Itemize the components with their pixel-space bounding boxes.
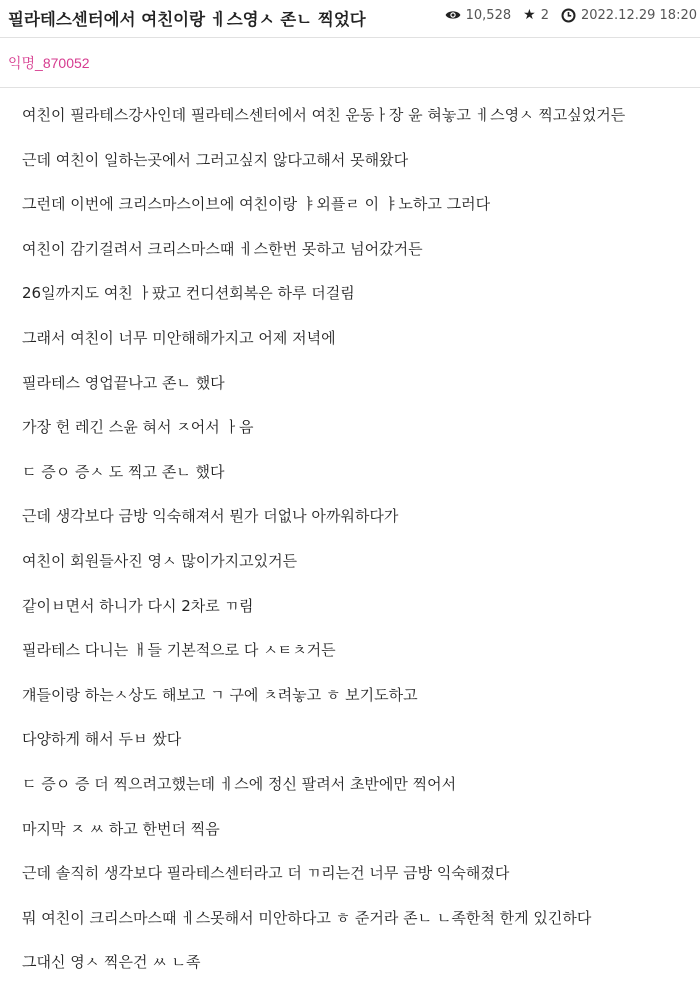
post-body [0, 104, 700, 973]
post-paragraph: 여친이 필라테스강사인데 필라테스센터에서 여친 운동ㅏ장 윤 혀놓고 ㅔ스영ㅅ 찍고싶었거든 [22, 106, 626, 124]
post-paragraph: 그대신 영ㅅ 찍은건 ㅆ ㄴ족 [22, 953, 201, 972]
post-paragraph: 걔들이랑 하는ㅅ상도 해보고 ㄱ 구에 ㅊ려놓고 ㅎ 보기도하고 [22, 685, 418, 704]
view-count [445, 8, 512, 23]
post-meta [445, 7, 697, 23]
post-paragraph: 근데 여친이 일하는곳에서 그러고싶지 않다고해서 못해왔다 [22, 150, 409, 169]
post-date [561, 8, 697, 23]
post-paragraph: 여친이 회원들사진 영ㅅ 많이가지고있거든 [22, 551, 298, 570]
eye-icon [445, 9, 461, 21]
post-title: 필라테스센터에서 여친이랑 ㅔ스영ㅅ 존ㄴ 찍었다 [8, 10, 366, 29]
post-paragraph: ㄷ 증ㅇ 증 더 찍으려고했는데 ㅔ스에 정신 팔려서 초반에만 찍어서 [22, 774, 457, 793]
post-paragraph: 그런데 이번에 크리스마스이브에 여친이랑 ㅑ외플ㄹ 이 ㅑ노하고 그러다 [22, 195, 491, 214]
post-paragraph: 근데 솔직히 생각보다 필라테스센터라고 더 ㄲ리는건 너무 금방 익숙해졌다 [22, 864, 510, 883]
clock-icon [561, 8, 576, 23]
post-date-value: 2022.12.29 18:20 [580, 7, 697, 23]
post-paragraph: 가장 헌 레긴 스윤 혀서 ㅈ어서 ㅏ음 [22, 418, 254, 437]
post-paragraph: 필라테스 다니는 ㅐ들 기본적으로 다 ㅅㅌㅊ거든 [22, 641, 336, 660]
post-paragraph: ㄷ 증ㅇ 증ㅅ 도 찍고 존ㄴ 했다 [22, 462, 225, 481]
post-paragraph: 26일까지도 여친 ㅏ팠고 컨디션회복은 하루 더걸림 [22, 284, 355, 303]
post-paragraph: 다양하게 해서 두ㅂ 쌌다 [22, 730, 182, 749]
post-paragraph: 그래서 여친이 너무 미안해해가지고 어제 저녁에 [22, 328, 336, 347]
post-paragraph: 여친이 감기걸려서 크리스마스때 ㅔ스한번 못하고 넘어갔거든 [22, 239, 423, 258]
post-paragraph: 뭐 여친이 크리스마스때 ㅔ스못해서 미안하다고 ㅎ 준거라 존ㄴ ㄴ족한척 한게 있긴하다 [22, 908, 592, 927]
post-paragraph: 근데 생각보다 금방 익숙해져서 뭔가 더없나 아까워하다가 [22, 507, 399, 526]
star-count-value: 2 [540, 7, 549, 23]
star-count [523, 7, 549, 23]
author-name[interactable]: 익명_870052 [8, 55, 90, 71]
author-row [0, 38, 700, 88]
post-header [0, 0, 700, 38]
post-paragraph: 필라테스 영업끝나고 존ㄴ 했다 [22, 373, 225, 392]
star-icon: ★ [523, 7, 536, 23]
post-paragraph: 같이ㅂ면서 하니가 다시 2차로 ㄲ림 [22, 596, 254, 615]
post-paragraph: 마지막 ㅈ ㅆ 하고 한번더 찍음 [22, 819, 220, 838]
view-count-value: 10,528 [465, 7, 512, 23]
